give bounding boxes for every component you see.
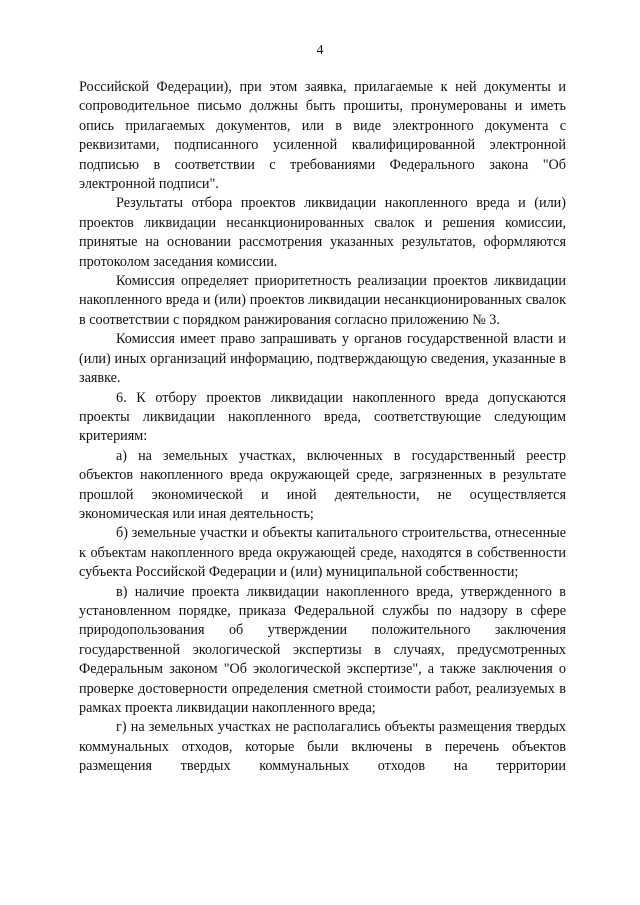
paragraph-3: Комиссия определяет приоритетность реализации проектов ликвидации накопленного вреда и (или) проектов ликвидации несанкционированных свалок в соответствии с порядком ранжирования согласно приложению № 3. <box>79 273 566 328</box>
paragraph-1: Российской Федерации), при этом заявка, прилагаемые к ней документы и сопроводительное письмо должны быть прошиты, пронумерованы и иметь опись прилагаемых документов, или в виде электронного документа с реквизитами, подписанного усиленной квалифицированной электронной подписью в соответствии с требованиями Федерального закона "Об электронной подписи". <box>79 79 566 193</box>
paragraph-4: Комиссия имеет право запрашивать у органов государственной власти и (или) иных организаций информацию, подтверждающую сведения, указанные в заявке. <box>79 331 566 387</box>
paragraph-2: Результаты отбора проектов ликвидации накопленного вреда и (или) проектов ликвидации несанкционированных свалок и решения комиссии, принятые на основании рассмотрения указанных результатов, оформляются протоколом заседания комиссии. <box>79 195 566 270</box>
paragraph-5: 6. К отбору проектов ликвидации накопленного вреда допускаются проекты ликвидации накопленного вреда, соответствующие следующим критериям: <box>79 389 566 445</box>
document-body <box>79 78 566 777</box>
paragraph-8: в) наличие проекта ликвидации накопленного вреда, утвержденного в установленном порядке, приказа Федеральной службы по надзору в сфере природопользования об утверждении положительного заключения государственной экологической экспертизы в случаях, предусмотренных Федеральным законом "Об экологической экспертизе", а также заключения о проверке достоверности определения сметной стоимости работ, реализуемых в рамках проекта ликвидации накопленного вреда; <box>79 583 566 716</box>
paragraph-7: б) земельные участки и объекты капитального строительства, отнесенные к объектам накопленного вреда окружающей среде, находятся в собственности субъекта Российской Федерации и (или) муниципальной собственности; <box>79 525 566 581</box>
paragraph-9: г) на земельных участках не располагались объекты размещения твердых коммунальных отходов, которые были включены в перечень объектов размещения твердых коммунальных отходов на территории <box>79 719 566 775</box>
page-number: 4 <box>316 43 324 58</box>
paragraph-6: а) на земельных участках, включенных в государственный реестр объектов накопленного вреда окружающей среде, загрязненных в результате прошлой экономической и иной деятельности, не осуществляется экономическая или иная деятельность; <box>79 447 566 522</box>
